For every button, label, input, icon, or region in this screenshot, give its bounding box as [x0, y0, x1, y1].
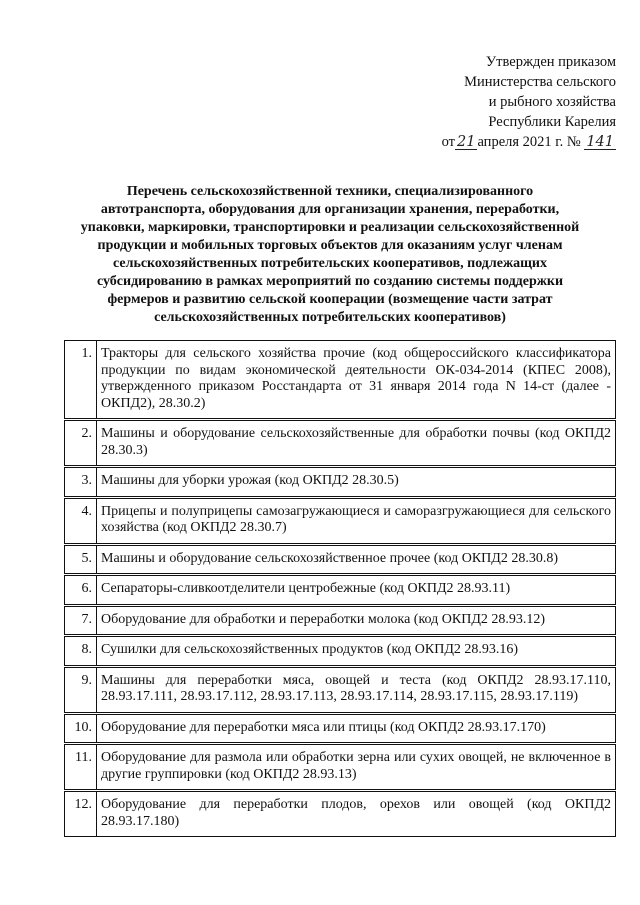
table-row: [65, 575, 616, 606]
approval-line-1: Утвержден приказом: [485, 54, 616, 70]
item-text: Сепараторы-сливкоотделители центробежные (код ОКПД2 28.93.11): [97, 575, 616, 606]
item-number: 10.: [65, 713, 97, 744]
title-line: Перечень сельскохозяйственной техники, специализированного: [126, 184, 534, 199]
title-line: сельскохозяйственных потребительских кооперативов, подлежащих: [112, 256, 547, 271]
table-row: [65, 544, 616, 575]
item-text: Машины для уборки урожая (код ОКПД2 28.30.5): [97, 467, 616, 498]
approval-line-3: и рыбного хозяйства: [488, 94, 616, 110]
item-text: Оборудование для переработки мяса или птицы (код ОКПД2 28.93.17.170): [97, 713, 616, 744]
table-row: [65, 497, 616, 544]
item-number: 4.: [65, 497, 97, 544]
table-row: [65, 636, 616, 667]
item-text: Оборудование для обработки и переработки молока (код ОКПД2 28.93.12): [97, 605, 616, 636]
date-prefix: от: [441, 134, 455, 150]
item-number: 1.: [65, 341, 97, 420]
item-number: 2.: [65, 420, 97, 467]
item-number: 12.: [65, 791, 97, 837]
title-line: продукции и мобильных торговых объектов для оказаниям услуг членам: [97, 238, 563, 253]
item-text: Сушилки для сельскохозяйственных продуктов (код ОКПД2 28.93.16): [97, 636, 616, 667]
item-number: 3.: [65, 467, 97, 498]
date-middle: апреля 2021 г. №: [477, 134, 581, 150]
table-row: [65, 791, 616, 837]
approval-line-4: Республики Карелия: [488, 114, 616, 130]
table-row: [65, 744, 616, 791]
table-row: [65, 713, 616, 744]
item-number: 11.: [65, 744, 97, 791]
item-text: Машины для переработки мяса, овощей и теста (код ОКПД2 28.93.17.110, 28.93.17.111, 28.93.17.112, 28.93.17.113, 28.93.17.114, 28.93.17.115, 28.93.17.119): [97, 666, 616, 713]
item-number: 6.: [65, 575, 97, 606]
approval-stamp: [396, 52, 616, 152]
title-line: фермеров и развитию сельской кооперации (возмещение части затрат: [107, 292, 553, 307]
title-line: субсидированию в рамках мероприятий по созданию системы поддержки: [96, 274, 564, 289]
document-title: [70, 183, 590, 327]
title-line: сельскохозяйственных потребительских кооперативов): [154, 310, 506, 325]
item-number: 8.: [65, 636, 97, 667]
title-line: автотранспорта, оборудования для организации хранения, переработки,: [100, 202, 560, 217]
item-text: Машины и оборудование сельскохозяйственное прочее (код ОКПД2 28.30.8): [97, 544, 616, 575]
approval-date-line: [396, 132, 616, 152]
handwritten-order-number: 141: [586, 134, 614, 150]
item-text: Оборудование для размола или обработки зерна или сухих овощей, не включенное в другие группировки (код ОКПД2 28.93.13): [97, 744, 616, 791]
table-row: [65, 420, 616, 467]
table-row: [65, 605, 616, 636]
title-line: упаковки, маркировки, транспортировки и реализации сельскохозяйственной: [80, 220, 580, 235]
table-row: [65, 341, 616, 420]
item-text: Машины и оборудование сельскохозяйственные для обработки почвы (код ОКПД2 28.30.3): [97, 420, 616, 467]
item-number: 7.: [65, 605, 97, 636]
item-text: Оборудование для переработки плодов, орехов или овощей (код ОКПД2 28.93.17.180): [97, 791, 616, 837]
item-text: Прицепы и полуприцепы самозагружающиеся и саморазгружающиеся для сельского хозяйства (код ОКПД2 28.30.7): [97, 497, 616, 544]
table-row: [65, 467, 616, 498]
item-number: 5.: [65, 544, 97, 575]
table-row: [65, 666, 616, 713]
item-text: Тракторы для сельского хозяйства прочие (код общероссийского классификатора продукции по видам экономической деятельности ОК-034-2014 (КПЕС 2008), утвержденного приказом Росстандарта от 31 января 2014 года N 14-ст (далее - ОКПД2), 28.30.2): [97, 341, 616, 420]
handwritten-day: 21: [456, 134, 476, 150]
equipment-list-table: [64, 340, 616, 837]
approval-line-2: Министерства сельского: [464, 74, 616, 90]
item-number: 9.: [65, 666, 97, 713]
